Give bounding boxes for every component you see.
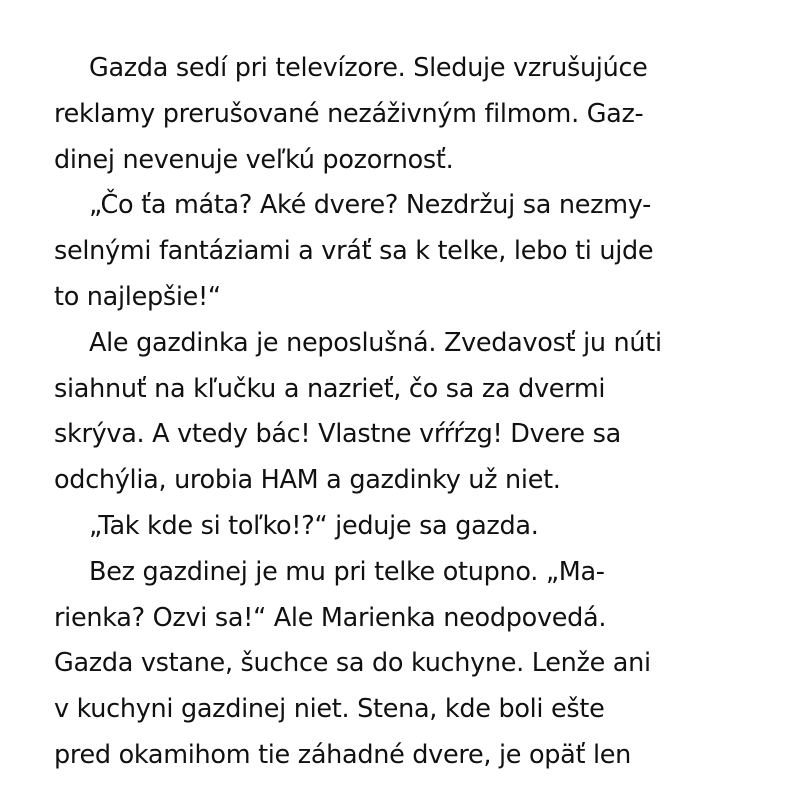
text-line: selnými fantáziami a vráť sa k telke, lebo ti ujde (54, 236, 654, 267)
text-line: pred okamihom tie záhadné dvere, je opäť len (54, 739, 632, 770)
text-line: odchýlia, urobia HAM a gazdinky už niet. (54, 465, 561, 496)
text-line: to najlepšie!“ (54, 281, 221, 312)
text-line: dinej nevenuje veľkú pozornosť. (54, 144, 454, 175)
text-line: v kuchyni gazdinej niet. Stena, kde boli ešte (54, 694, 605, 725)
text-line: skrýva. A vtedy bác! Vlastne vŕŕŕzg! Dvere sa (54, 419, 621, 450)
text-line: reklamy prerušované nezáživným filmom. Gaz- (54, 98, 644, 129)
document-page (54, 46, 754, 779)
text-line: siahnuť na kľučku a nazrieť, čo sa za dvermi (54, 373, 606, 404)
text-line: rienka? Ozvi sa!“ Ale Marienka neodpovedá. (54, 602, 607, 633)
text-line: Bez gazdinej je mu pri telke otupno. „Ma- (89, 556, 605, 587)
text-line: „Čo ťa máta? Aké dvere? Nezdržuj sa nezmy- (89, 190, 651, 221)
text-line: Gazda vstane, šuchce sa do kuchyne. Lenže ani (54, 648, 651, 679)
text-line: Ale gazdinka je neposlušná. Zvedavosť ju núti (89, 327, 662, 358)
text-line: Gazda sedí pri televízore. Sleduje vzrušujúce (89, 53, 648, 83)
text-line: „Tak kde si toľko!?“ jeduje sa gazda. (89, 510, 539, 541)
